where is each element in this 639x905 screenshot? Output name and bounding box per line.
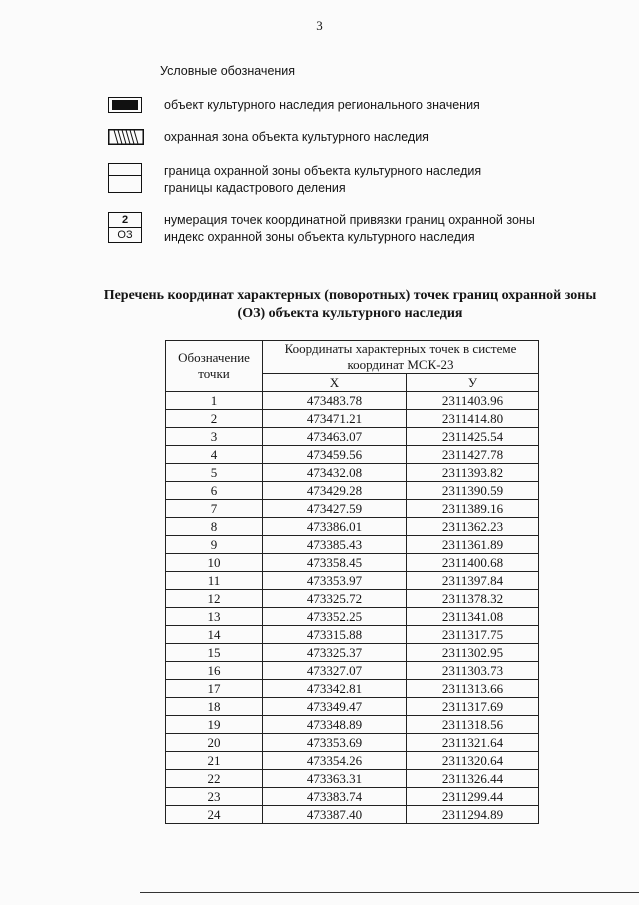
table-row xyxy=(166,572,539,590)
col-point-header: Обозначение точки xyxy=(166,341,263,392)
x-cell: 473363.31 xyxy=(263,770,407,788)
col-coords-header: Координаты характерных точек в системе координат МСК-23 xyxy=(263,341,539,374)
x-cell: 473354.26 xyxy=(263,752,407,770)
page-number: 3 xyxy=(316,18,323,33)
point-cell: 10 xyxy=(166,554,263,572)
point-cell: 17 xyxy=(166,680,263,698)
solid-rect-icon xyxy=(108,97,142,113)
x-cell: 473429.28 xyxy=(263,482,407,500)
x-cell: 473353.97 xyxy=(263,572,407,590)
y-cell: 2311389.16 xyxy=(407,500,539,518)
point-cell: 13 xyxy=(166,608,263,626)
x-cell: 473325.72 xyxy=(263,590,407,608)
legend-text: границы кадастрового деления xyxy=(164,181,346,195)
y-cell: 2311393.82 xyxy=(407,464,539,482)
table-row xyxy=(166,788,539,806)
x-cell: 473386.01 xyxy=(263,518,407,536)
table-row xyxy=(166,482,539,500)
zone-index-sample: ОЗ xyxy=(117,229,133,241)
table-row xyxy=(166,590,539,608)
y-cell: 2311400.68 xyxy=(407,554,539,572)
point-cell: 22 xyxy=(166,770,263,788)
x-cell: 473459.56 xyxy=(263,446,407,464)
y-cell: 2311318.56 xyxy=(407,716,539,734)
legend-text: объект культурного наследия регионального значения xyxy=(164,98,480,112)
table-row xyxy=(166,446,539,464)
bottom-rule xyxy=(140,892,639,893)
y-cell: 2311302.95 xyxy=(407,644,539,662)
table-row xyxy=(166,500,539,518)
y-cell: 2311403.96 xyxy=(407,392,539,410)
x-cell: 473383.74 xyxy=(263,788,407,806)
y-cell: 2311317.69 xyxy=(407,698,539,716)
table-row xyxy=(166,518,539,536)
point-cell: 7 xyxy=(166,500,263,518)
point-number-sample: 2 xyxy=(109,213,141,228)
y-cell: 2311326.44 xyxy=(407,770,539,788)
point-cell: 21 xyxy=(166,752,263,770)
legend-text: охранная зона объекта культурного наследия xyxy=(164,130,429,144)
col-y-header: У xyxy=(407,374,539,392)
point-cell: 19 xyxy=(166,716,263,734)
table-row xyxy=(166,464,539,482)
table-row xyxy=(166,428,539,446)
y-cell: 2311425.54 xyxy=(407,428,539,446)
table-row xyxy=(166,716,539,734)
point-cell: 12 xyxy=(166,590,263,608)
legend-text: граница охранной зоны объекта культурного наследия xyxy=(164,164,482,178)
y-cell: 2311294.89 xyxy=(407,806,539,824)
x-cell: 473358.45 xyxy=(263,554,407,572)
table-row xyxy=(166,410,539,428)
col-x-header: X xyxy=(263,374,407,392)
point-cell: 15 xyxy=(166,644,263,662)
x-cell: 473471.21 xyxy=(263,410,407,428)
x-cell: 473387.40 xyxy=(263,806,407,824)
table-row xyxy=(166,626,539,644)
point-cell: 16 xyxy=(166,662,263,680)
table-heading: Перечень координат характерных (поворотных) точек границ охранной зоны (ОЗ) объекта культурного наследия xyxy=(103,288,597,321)
x-cell: 473483.78 xyxy=(263,392,407,410)
legend-item-boundaries xyxy=(108,163,481,197)
table-row xyxy=(166,536,539,554)
point-cell: 3 xyxy=(166,428,263,446)
y-cell: 2311341.08 xyxy=(407,608,539,626)
x-cell: 473385.43 xyxy=(263,536,407,554)
legend-item-heritage-object xyxy=(108,97,480,114)
point-cell: 1 xyxy=(166,392,263,410)
x-cell: 473342.81 xyxy=(263,680,407,698)
y-cell: 2311361.89 xyxy=(407,536,539,554)
y-cell: 2311317.75 xyxy=(407,626,539,644)
table-row xyxy=(166,554,539,572)
y-cell: 2311397.84 xyxy=(407,572,539,590)
x-cell: 473432.08 xyxy=(263,464,407,482)
table-row xyxy=(166,698,539,716)
legend-item-protection-zone xyxy=(108,129,429,150)
y-cell: 2311303.73 xyxy=(407,662,539,680)
y-cell: 2311320.64 xyxy=(407,752,539,770)
point-cell: 5 xyxy=(166,464,263,482)
y-cell: 2311414.80 xyxy=(407,410,539,428)
table-row xyxy=(166,806,539,824)
x-cell: 473352.25 xyxy=(263,608,407,626)
point-cell: 23 xyxy=(166,788,263,806)
legend-item-point-index xyxy=(108,212,535,246)
y-cell: 2311427.78 xyxy=(407,446,539,464)
point-cell: 14 xyxy=(166,626,263,644)
x-cell: 473427.59 xyxy=(263,500,407,518)
x-cell: 473349.47 xyxy=(263,698,407,716)
x-cell: 473353.69 xyxy=(263,734,407,752)
x-cell: 473463.07 xyxy=(263,428,407,446)
x-cell: 473327.07 xyxy=(263,662,407,680)
table-row xyxy=(166,608,539,626)
table-row xyxy=(166,752,539,770)
table-row xyxy=(166,734,539,752)
coordinates-table xyxy=(165,340,539,824)
y-cell: 2311313.66 xyxy=(407,680,539,698)
x-cell: 473315.88 xyxy=(263,626,407,644)
y-cell: 2311299.44 xyxy=(407,788,539,806)
table-row xyxy=(166,644,539,662)
x-cell: 473325.37 xyxy=(263,644,407,662)
x-cell: 473348.89 xyxy=(263,716,407,734)
point-cell: 20 xyxy=(166,734,263,752)
point-cell: 4 xyxy=(166,446,263,464)
point-cell: 6 xyxy=(166,482,263,500)
y-cell: 2311378.32 xyxy=(407,590,539,608)
point-cell: 18 xyxy=(166,698,263,716)
table-row xyxy=(166,392,539,410)
boundary-lines-icon xyxy=(108,163,142,193)
y-cell: 2311321.64 xyxy=(407,734,539,752)
point-cell: 11 xyxy=(166,572,263,590)
table-row xyxy=(166,770,539,788)
legend-text: индекс охранной зоны объекта культурного наследия xyxy=(164,230,475,244)
point-cell: 2 xyxy=(166,410,263,428)
legend-title: Условные обозначения xyxy=(160,64,296,78)
point-cell: 9 xyxy=(166,536,263,554)
table-row xyxy=(166,662,539,680)
point-cell: 24 xyxy=(166,806,263,824)
point-cell: 8 xyxy=(166,518,263,536)
y-cell: 2311362.23 xyxy=(407,518,539,536)
point-index-icon xyxy=(108,212,142,243)
hatched-rect-icon xyxy=(108,129,144,145)
y-cell: 2311390.59 xyxy=(407,482,539,500)
table-row xyxy=(166,680,539,698)
legend-text: нумерация точек координатной привязки границ охранной зоны xyxy=(164,213,535,227)
